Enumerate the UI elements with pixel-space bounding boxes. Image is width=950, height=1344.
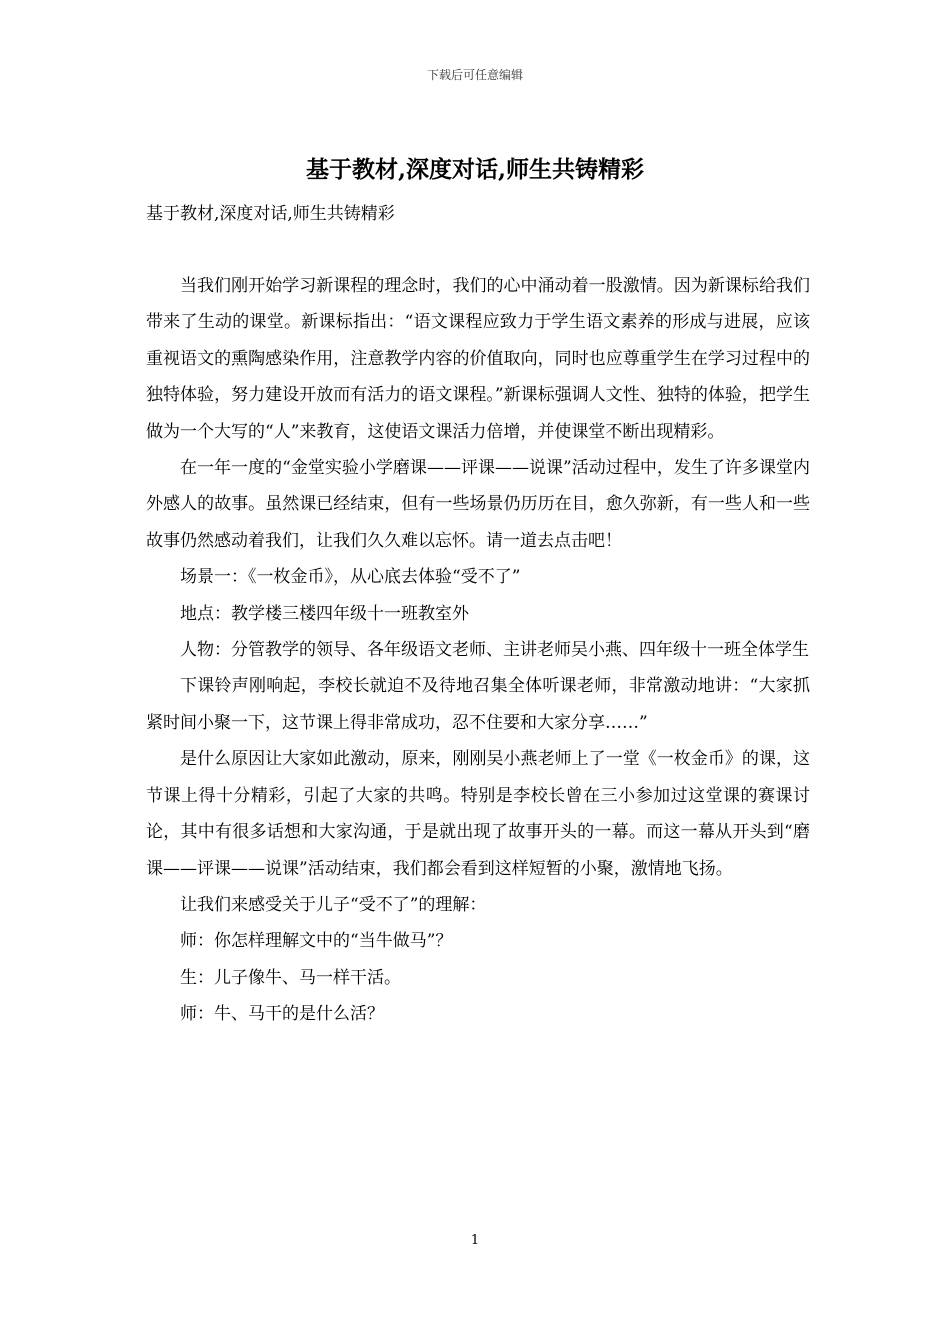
document-body [146,268,810,1033]
paragraph: 下课铃声刚响起，李校长就迫不及待地召集全体听课老师，非常激动地讲：“大家抓紧时间小聚一下，这节课上得非常成功，忍不住要和大家分享……” [146,676,810,733]
paragraph: 当我们刚开始学习新课程的理念时，我们的心中涌动着一股激情。因为新课标给我们带来了生动的课堂。新课标指出：“语文课程应致力于学生语文素养的形成与进展，应该重视语文的熏陶感染作用，注意教学内容的价值取向，同时也应尊重学生在学习过程中的独特体验，努力建设开放而有活力的语文课程。”新课标强调人文性、独特的体验，把学生做为一个大写的“人”来教育，这使语文课活力倍增，并使课堂不断出现精彩。 [146,276,810,442]
paragraph: 人物：分管教学的领导、各年级语文老师、主讲老师吴小燕、四年级十一班全体学生 [180,640,809,661]
paragraph: 在一年一度的“金堂实验小学磨课——评课——说课”活动过程中，发生了许多课堂内外感人的故事。虽然课已经结束，但有一些场景仍历历在目，愈久弥新，有一些人和一些故事仍然感动着我们，让我们久久难以忘怀。请一道去点击吧！ [146,458,810,551]
paragraph: 地点：教学楼三楼四年级十一班教室外 [180,603,469,624]
page-number: 1 [470,1233,480,1248]
paragraph: 生：儿子像牛、马一样干活。 [180,967,401,988]
paragraph: 是什么原因让大家如此激动，原来，刚刚吴小燕老师上了一堂《一枚金币》的课，这节课上得十分精彩，引起了大家的共鸣。特别是李校长曾在三小参加过这堂课的赛课讨论，其中有很多话想和大家沟通，于是就出现了故事开头的一幕。而这一幕从开头到“磨课——评课——说课”活动结束，我们都会看到这样短暂的小聚，激情地飞扬。 [146,749,810,879]
paragraph: 师：你怎样理解文中的“当牛做马”？ [180,931,453,952]
page-header: 下载后可任意编辑 [426,68,523,82]
document-subtitle: 基于教材,深度对话,师生共铸精彩 [146,204,395,224]
document-title: 基于教材,深度对话,师生共铸精彩 [305,156,644,183]
paragraph: 让我们来感受关于儿子“受不了”的理解： [180,894,487,915]
paragraph: 师：牛、马干的是什么活？ [180,1004,384,1025]
paragraph: 场景一：《一枚金币》，从心底去体验“受不了” [180,567,521,588]
